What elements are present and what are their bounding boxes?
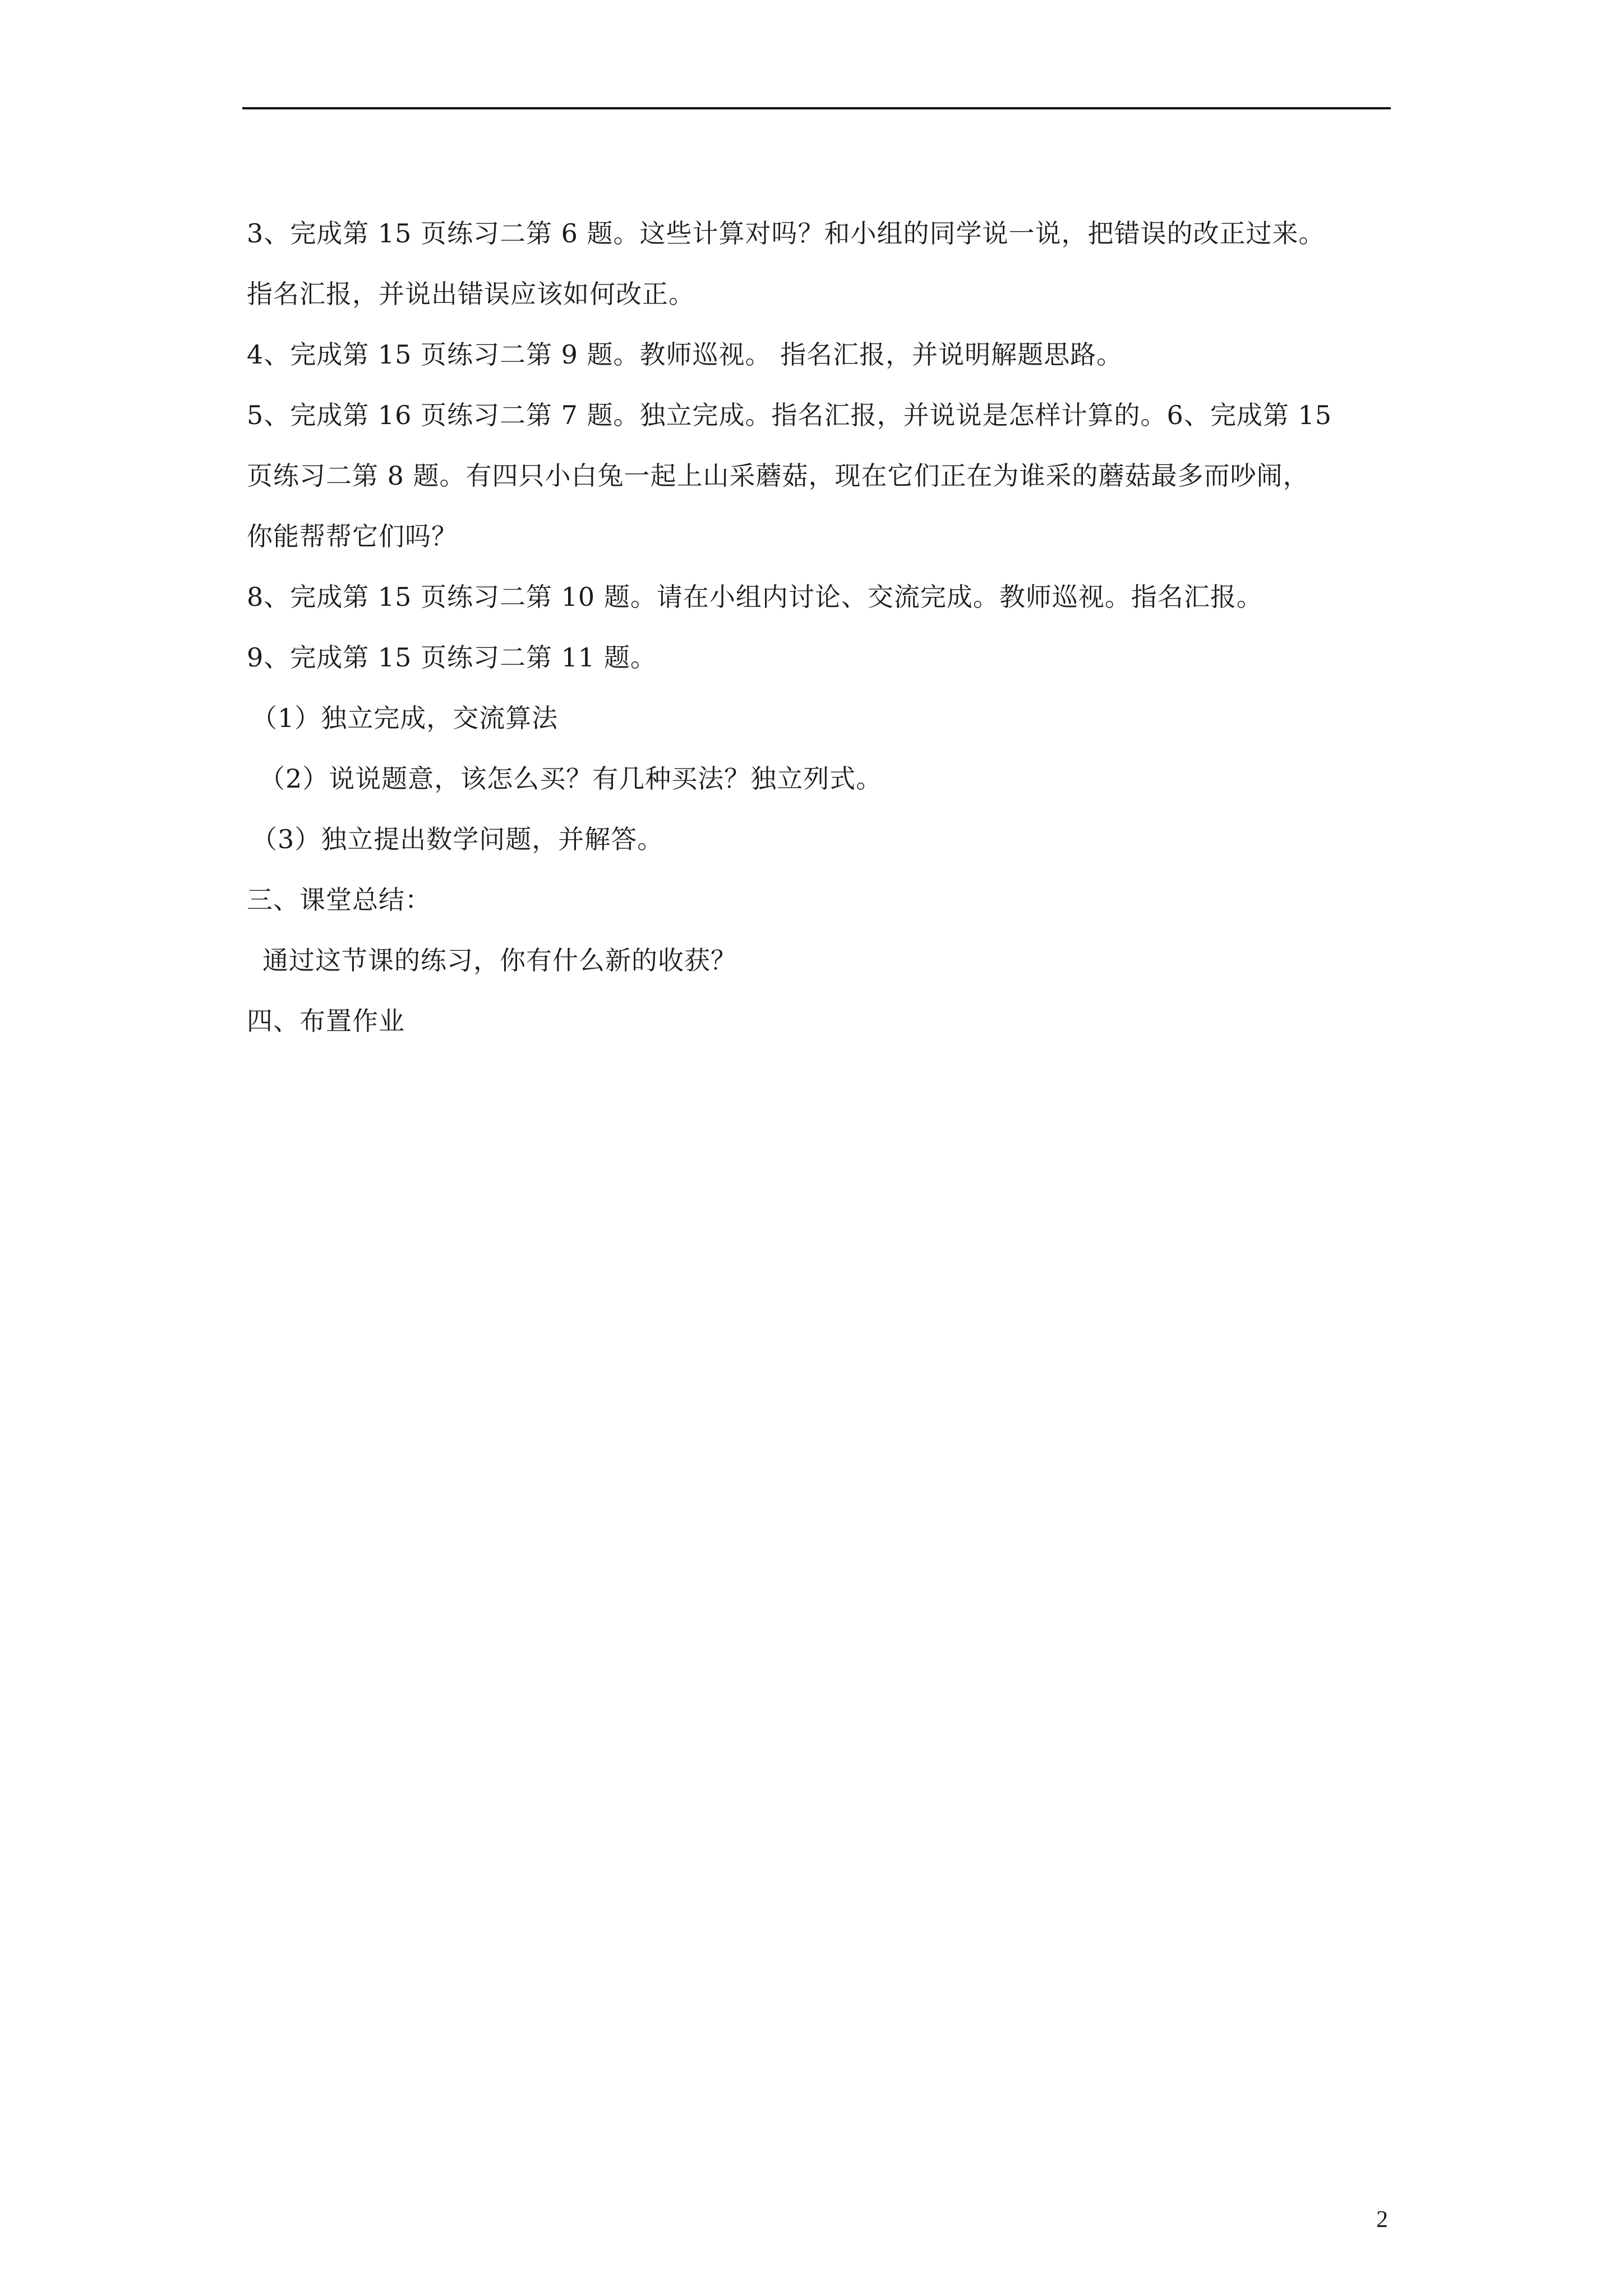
paragraph-item-3: 3、完成第 15 页练习二第 6 题。这些计算对吗？和小组的同学说一说，把错误的改正过来。 (247, 218, 1325, 249)
paragraph-item-8: 8、完成第 15 页练习二第 10 题。请在小组内讨论、交流完成。教师巡视。指名汇报。 (247, 582, 1263, 612)
paragraph-item-3-continued: 指名汇报，并说出错误应该如何改正。 (247, 279, 695, 309)
section-heading-homework: 四、布置作业 (247, 1006, 405, 1036)
paragraph-item-6-continued: 你能帮帮它们吗？ (247, 521, 458, 551)
summary-question: 通过这节课的练习，你有什么新的收获？ (262, 945, 737, 976)
sub-item-1: （1）独立完成，交流算法 (251, 703, 559, 733)
sub-item-2: （2）说说题意，该怎么买？有几种买法？独立列式。 (259, 763, 883, 794)
paragraph-item-6: 页练习二第 8 题。有四只小白兔一起上山采蘑菇，现在它们正在为谁采的蘑菇最多而吵闹， (247, 461, 1310, 491)
paragraph-item-9: 9、完成第 15 页练习二第 11 题。 (247, 642, 657, 673)
document-body (247, 218, 1391, 1037)
paragraph-item-4: 4、完成第 15 页练习二第 9 题。教师巡视。 指名汇报，并说明解题思路。 (247, 339, 1123, 370)
header-rule (242, 107, 1391, 109)
sub-item-3: （3）独立提出数学问题，并解答。 (251, 824, 664, 854)
paragraph-item-5: 5、完成第 16 页练习二第 7 题。独立完成。指名汇报，并说说是怎样计算的。6、完成第 15 (247, 400, 1332, 430)
section-heading-summary: 三、课堂总结： (247, 885, 431, 915)
page-number: 2 (1376, 2207, 1388, 2233)
